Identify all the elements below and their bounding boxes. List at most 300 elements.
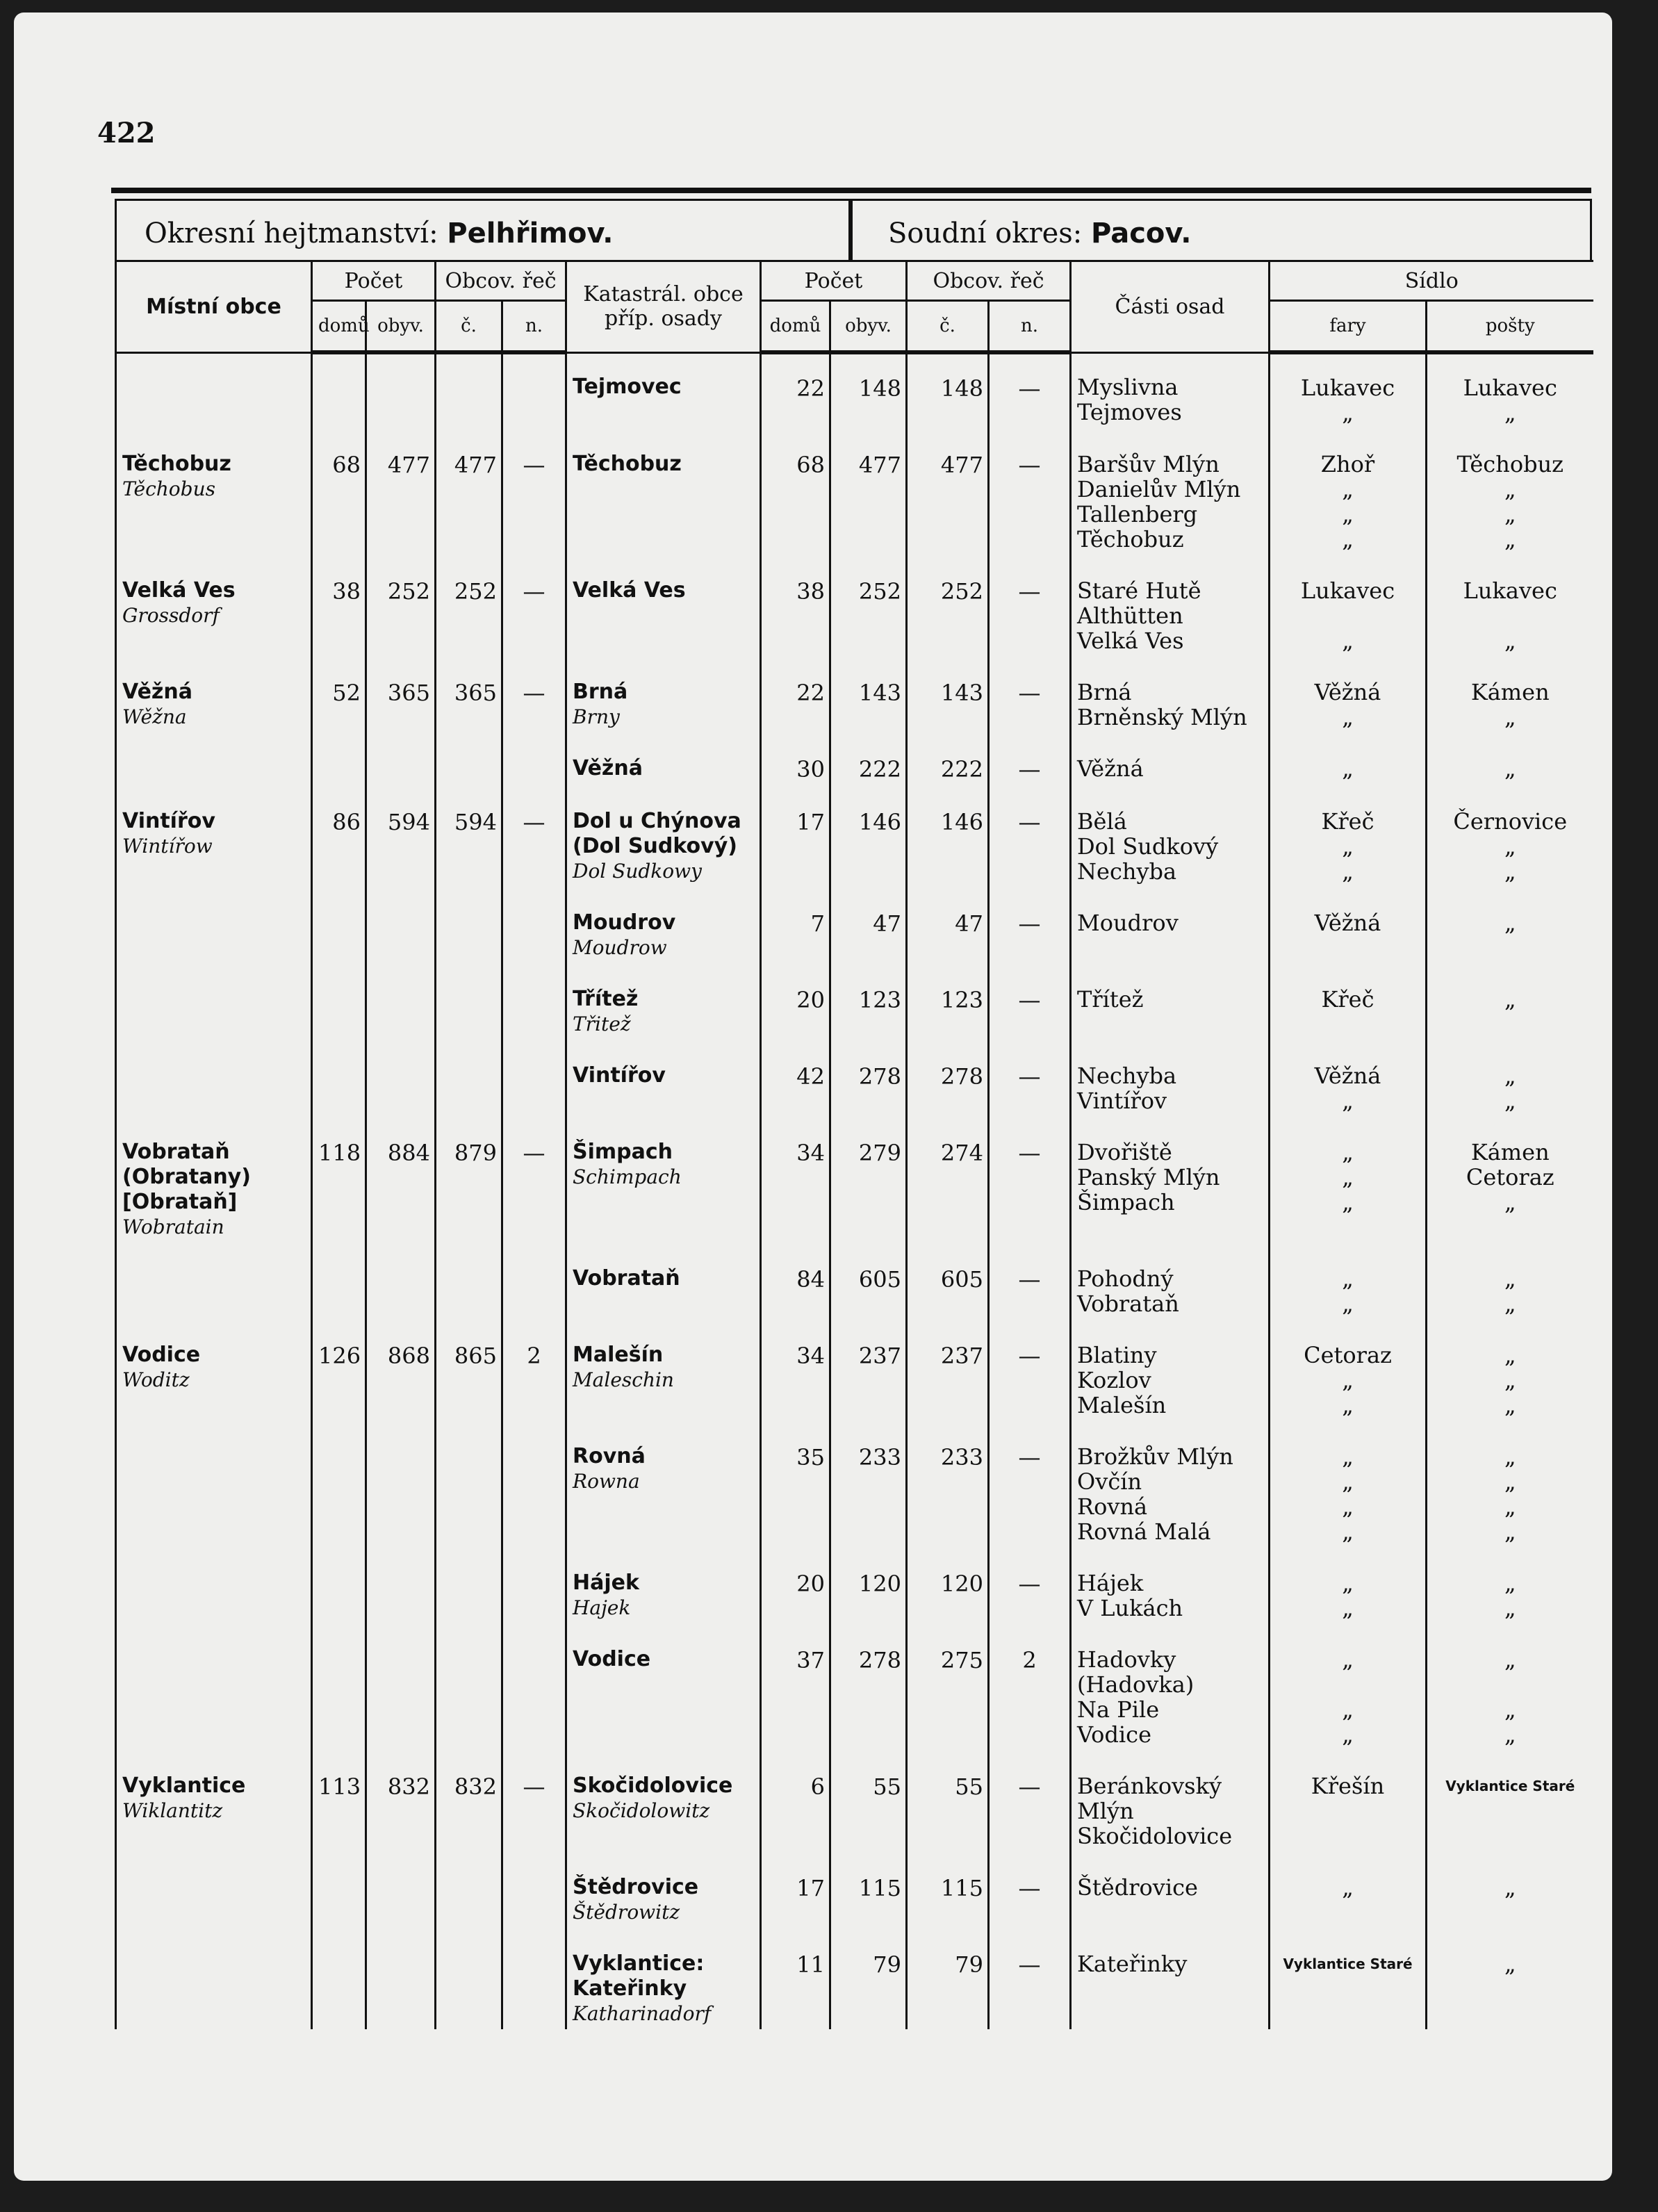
casti-item: Rovná Malá xyxy=(1077,1518,1211,1545)
katastralni-german-name: Katharinadorf xyxy=(573,2002,712,2025)
cell-casti-osad xyxy=(1071,732,1270,785)
table-row xyxy=(116,1040,1593,1116)
cell-o-c xyxy=(436,1851,502,1928)
fary-item: „ xyxy=(1342,1518,1354,1545)
cell-o-c: 365 xyxy=(436,656,502,732)
cell-katastralni xyxy=(566,555,761,656)
posty-item xyxy=(1433,1799,1588,1824)
casti-item: Panský Mlýn xyxy=(1077,1164,1220,1190)
cell-katastralni xyxy=(566,732,761,785)
table-row xyxy=(116,1623,1593,1750)
cell-fary xyxy=(1270,963,1427,1040)
col-n: n. xyxy=(502,301,566,353)
cell-k-c: 120 xyxy=(907,1547,989,1623)
cell-o-n: — xyxy=(502,428,566,555)
cell-k-domu: 6 xyxy=(761,1750,830,1851)
obec-name: Věžná xyxy=(122,680,192,704)
table-row xyxy=(116,1116,1593,1243)
district-header xyxy=(145,218,614,249)
cell-posty xyxy=(1427,1116,1593,1243)
cell-casti-osad xyxy=(1071,887,1270,963)
cell-o-obyv xyxy=(366,732,436,785)
fary-item: „ xyxy=(1342,1088,1354,1114)
table-body xyxy=(116,352,1593,2029)
cell-katastralni xyxy=(566,1040,761,1116)
fary-item: „ xyxy=(1342,501,1354,527)
court-header xyxy=(888,218,1191,249)
cell-o-c xyxy=(436,732,502,785)
cell-fary xyxy=(1270,1116,1427,1243)
casti-item: Baršův Mlýn xyxy=(1077,451,1220,477)
fary-item: „ xyxy=(1342,755,1354,782)
fary-item: „ xyxy=(1342,1595,1354,1621)
cell-katastralni xyxy=(566,1928,761,2029)
cell-o-domu: 68 xyxy=(312,428,366,555)
table-row xyxy=(116,1420,1593,1547)
obec-german-name: Wintířow xyxy=(122,835,213,858)
cell-o-obyv xyxy=(366,1851,436,1928)
casti-item: Dol Sudkový xyxy=(1077,833,1219,860)
fary-item: „ xyxy=(1342,1367,1354,1393)
katastralni-name: Štědrovice xyxy=(573,1875,699,1899)
cell-o-n xyxy=(502,732,566,785)
katastralni-name: Vodice xyxy=(573,1647,651,1671)
cell-o-obyv xyxy=(366,1623,436,1750)
cell-obec xyxy=(116,887,312,963)
cell-k-n: — xyxy=(989,428,1071,555)
cell-o-domu xyxy=(312,1623,366,1750)
cell-k-c: 146 xyxy=(907,785,989,887)
casti-item: Vobrataň xyxy=(1077,1291,1179,1317)
posty-item: Lukavec xyxy=(1463,577,1557,604)
col-posty: pošty xyxy=(1427,301,1593,353)
cell-k-domu: 17 xyxy=(761,785,830,887)
cell-o-c: 832 xyxy=(436,1750,502,1851)
casti-item: Althütten xyxy=(1077,603,1183,629)
cell-fary xyxy=(1270,1243,1427,1319)
posty-item: „ xyxy=(1504,1874,1516,1901)
cell-o-c: 594 xyxy=(436,785,502,887)
col-c: č. xyxy=(907,301,989,353)
cell-posty xyxy=(1427,887,1593,963)
cell-obec xyxy=(116,732,312,785)
fary-item xyxy=(1276,603,1420,628)
obec-german-name: Woditz xyxy=(122,1368,190,1391)
katastralni-name: Moudrov xyxy=(573,910,676,935)
cell-o-n xyxy=(502,963,566,1040)
posty-item: „ xyxy=(1504,1265,1516,1292)
cell-o-domu xyxy=(312,1851,366,1928)
cell-k-domu: 68 xyxy=(761,428,830,555)
casti-item: Tallenberg xyxy=(1077,501,1198,527)
cell-obec xyxy=(116,1623,312,1750)
cell-k-obyv: 55 xyxy=(830,1750,907,1851)
posty-item: „ xyxy=(1504,1443,1516,1470)
cell-obec xyxy=(116,1851,312,1928)
cell-k-n: — xyxy=(989,1420,1071,1547)
fary-item: „ xyxy=(1342,1291,1354,1317)
fary-item: „ xyxy=(1342,704,1354,730)
cell-k-c: 123 xyxy=(907,963,989,1040)
katastralni-name: Věžná xyxy=(573,756,643,780)
document-page xyxy=(14,13,1612,2181)
posty-item: „ xyxy=(1504,476,1516,502)
katastralni-german-name: Štědrowitz xyxy=(573,1901,680,1924)
fary-item: Věžná xyxy=(1314,1063,1381,1089)
katastralni-name: Vintířov xyxy=(573,1063,666,1088)
cell-katastralni xyxy=(566,1750,761,1851)
posty-item: „ xyxy=(1504,910,1516,936)
cell-k-n: — xyxy=(989,963,1071,1040)
obec-german-name: Těchobus xyxy=(122,477,215,500)
cell-o-n: 2 xyxy=(502,1319,566,1420)
cell-o-obyv xyxy=(366,1040,436,1116)
col-pocet-kat: Počet xyxy=(761,261,907,301)
cell-k-c: 274 xyxy=(907,1116,989,1243)
col-casti-osad: Části osad xyxy=(1071,261,1270,353)
cell-casti-osad xyxy=(1071,785,1270,887)
posty-item: „ xyxy=(1504,986,1516,1013)
casti-item: Skočidolovice xyxy=(1077,1823,1233,1849)
cell-o-domu xyxy=(312,1420,366,1547)
cell-fary xyxy=(1270,1851,1427,1928)
cell-k-domu: 34 xyxy=(761,1319,830,1420)
fary-item: „ xyxy=(1342,1646,1354,1673)
posty-item: „ xyxy=(1504,1951,1516,1977)
cell-k-c: 115 xyxy=(907,1851,989,1928)
katastralni-name: Vobrataň xyxy=(573,1266,680,1291)
cell-o-obyv: 832 xyxy=(366,1750,436,1851)
fary-item: Věžná xyxy=(1314,910,1381,936)
cell-k-n: — xyxy=(989,1928,1071,2029)
cell-k-c: 233 xyxy=(907,1420,989,1547)
cell-o-obyv xyxy=(366,1243,436,1319)
fary-item xyxy=(1276,1799,1420,1824)
katastralni-name: Rovná xyxy=(573,1444,646,1468)
cell-casti-osad xyxy=(1071,352,1270,428)
obec-name: Vodice xyxy=(122,1343,201,1367)
cell-casti-osad xyxy=(1071,1623,1270,1750)
casti-item: Vintířov xyxy=(1077,1088,1167,1114)
posty-item: „ xyxy=(1504,755,1516,782)
fary-item: Křeč xyxy=(1321,808,1374,835)
cell-o-obyv xyxy=(366,1928,436,2029)
fary-item xyxy=(1276,1824,1420,1849)
casti-item: Hájek xyxy=(1077,1570,1144,1596)
header-row-1 xyxy=(116,261,1593,301)
katastralni-german-name: Schimpach xyxy=(573,1165,682,1188)
cell-k-domu: 35 xyxy=(761,1420,830,1547)
posty-item: „ xyxy=(1504,526,1516,552)
cell-posty xyxy=(1427,1243,1593,1319)
cell-katastralni xyxy=(566,785,761,887)
posty-item: „ xyxy=(1504,1189,1516,1215)
cell-fary xyxy=(1270,656,1427,732)
cell-o-c xyxy=(436,1928,502,2029)
table-row xyxy=(116,428,1593,555)
casti-item: Těchobuz xyxy=(1077,526,1184,552)
cell-k-domu: 42 xyxy=(761,1040,830,1116)
casti-item: Bělá xyxy=(1077,808,1127,835)
cell-k-c: 148 xyxy=(907,352,989,428)
cell-k-n: — xyxy=(989,1547,1071,1623)
cell-casti-osad xyxy=(1071,1319,1270,1420)
posty-item: Černovice xyxy=(1453,808,1568,835)
casti-item: Blatiny xyxy=(1077,1342,1157,1368)
posty-item xyxy=(1433,603,1588,628)
cell-o-domu xyxy=(312,1243,366,1319)
header-box xyxy=(115,199,1592,262)
fary-item: „ xyxy=(1342,1721,1354,1748)
cell-k-c: 278 xyxy=(907,1040,989,1116)
fary-item: „ xyxy=(1342,1468,1354,1495)
cell-k-obyv: 278 xyxy=(830,1623,907,1750)
cell-o-obyv xyxy=(366,963,436,1040)
cell-obec xyxy=(116,963,312,1040)
table-row xyxy=(116,555,1593,656)
cell-k-domu: 38 xyxy=(761,555,830,656)
posty-item xyxy=(1433,1672,1588,1697)
fary-item: „ xyxy=(1342,526,1354,552)
cell-posty xyxy=(1427,656,1593,732)
fary-item: Zhoř xyxy=(1320,451,1375,477)
cell-posty xyxy=(1427,428,1593,555)
cell-katastralni xyxy=(566,428,761,555)
col-obcov-rec-obce: Obcov. řeč xyxy=(436,261,566,301)
cell-k-obyv: 143 xyxy=(830,656,907,732)
cell-k-obyv: 148 xyxy=(830,352,907,428)
fary-item: Cetoraz xyxy=(1304,1342,1392,1368)
katastralni-name: Třítež xyxy=(573,987,639,1011)
posty-item: „ xyxy=(1504,1721,1516,1748)
posty-item: Vyklantice Staré xyxy=(1445,1778,1575,1794)
obec-name: Velká Ves xyxy=(122,578,236,603)
cell-o-n: — xyxy=(502,555,566,656)
katastralni-german-name: Dol Sudkowy xyxy=(573,860,702,883)
cell-posty xyxy=(1427,555,1593,656)
posty-item: Těchobuz xyxy=(1456,451,1564,477)
cell-k-obyv: 120 xyxy=(830,1547,907,1623)
fary-item: „ xyxy=(1342,833,1354,860)
casti-item: Myslivna xyxy=(1077,373,1179,400)
casti-item: Hadovky xyxy=(1077,1646,1176,1673)
cell-o-obyv: 868 xyxy=(366,1319,436,1420)
cell-o-c xyxy=(436,1040,502,1116)
cell-k-n: — xyxy=(989,1116,1071,1243)
cell-k-domu: 30 xyxy=(761,732,830,785)
table-row xyxy=(116,1243,1593,1319)
cell-k-obyv: 252 xyxy=(830,555,907,656)
fary-item: „ xyxy=(1342,1164,1354,1190)
cell-k-obyv: 237 xyxy=(830,1319,907,1420)
casti-item: Ovčín xyxy=(1077,1468,1142,1495)
casti-item: Mlýn xyxy=(1077,1798,1134,1824)
fary-item: „ xyxy=(1342,858,1354,885)
casti-item: Pohodný xyxy=(1077,1265,1174,1292)
cell-o-c xyxy=(436,963,502,1040)
cell-o-n xyxy=(502,1420,566,1547)
cell-obec xyxy=(116,1040,312,1116)
posty-item: „ xyxy=(1504,1493,1516,1520)
obec-german-name: Wěžna xyxy=(122,705,187,728)
katastralni-name: Skočidolovice xyxy=(573,1773,733,1798)
header-divider xyxy=(848,201,853,262)
cell-o-n xyxy=(502,1547,566,1623)
col-fary: fary xyxy=(1270,301,1427,353)
cell-obec xyxy=(116,785,312,887)
posty-item: „ xyxy=(1504,1088,1516,1114)
cell-k-obyv: 47 xyxy=(830,887,907,963)
cell-k-c: 79 xyxy=(907,1928,989,2029)
table-row xyxy=(116,1319,1593,1420)
cell-katastralni xyxy=(566,1851,761,1928)
cell-fary xyxy=(1270,1319,1427,1420)
obec-name: Vyklantice xyxy=(122,1773,246,1798)
posty-item: „ xyxy=(1504,1595,1516,1621)
cell-o-domu xyxy=(312,732,366,785)
cell-obec xyxy=(116,1116,312,1243)
cell-k-domu: 22 xyxy=(761,656,830,732)
casti-item: Malešín xyxy=(1077,1392,1167,1418)
cell-k-n: — xyxy=(989,785,1071,887)
cell-o-domu: 113 xyxy=(312,1750,366,1851)
fary-item: Věžná xyxy=(1314,679,1381,705)
table-row xyxy=(116,1851,1593,1928)
cell-k-c: 222 xyxy=(907,732,989,785)
posty-item: „ xyxy=(1504,1392,1516,1418)
posty-item: „ xyxy=(1504,1342,1516,1368)
cell-obec xyxy=(116,1547,312,1623)
header-row-2 xyxy=(116,301,1593,353)
cell-o-n: — xyxy=(502,1750,566,1851)
cell-o-domu: 38 xyxy=(312,555,366,656)
cell-casti-osad xyxy=(1071,1851,1270,1928)
cell-k-c: 47 xyxy=(907,887,989,963)
cell-fary xyxy=(1270,352,1427,428)
fary-item: Lukavec xyxy=(1300,577,1395,604)
fary-item: Vyklantice Staré xyxy=(1283,1956,1413,1972)
cell-posty xyxy=(1427,1547,1593,1623)
posty-item: Kámen xyxy=(1470,679,1550,705)
cell-o-c: 477 xyxy=(436,428,502,555)
fary-item: Křešín xyxy=(1311,1773,1385,1799)
casti-item: Brožkův Mlýn xyxy=(1077,1443,1233,1470)
table-row xyxy=(116,656,1593,732)
posty-item: „ xyxy=(1504,1063,1516,1089)
cell-o-n: — xyxy=(502,656,566,732)
posty-item: Cetoraz xyxy=(1466,1164,1554,1190)
cell-k-obyv: 233 xyxy=(830,1420,907,1547)
cell-obec xyxy=(116,1243,312,1319)
posty-item: „ xyxy=(1504,1570,1516,1596)
katastralni-name: Těchobuz xyxy=(573,452,682,476)
casti-item: Velká Ves xyxy=(1077,628,1184,654)
page-number: 422 xyxy=(97,117,156,149)
katastralni-german-name: Brny xyxy=(573,705,620,728)
cell-k-obyv: 605 xyxy=(830,1243,907,1319)
cell-o-obyv: 252 xyxy=(366,555,436,656)
cell-o-c xyxy=(436,1623,502,1750)
cell-fary xyxy=(1270,1040,1427,1116)
katastralni-name: Vyklantice: Kateřinky xyxy=(573,1951,705,2001)
katastralni-german-name: Skočidolowitz xyxy=(573,1799,710,1822)
cell-casti-osad xyxy=(1071,656,1270,732)
table-row xyxy=(116,1547,1593,1623)
col-n: n. xyxy=(989,301,1071,353)
cell-posty xyxy=(1427,1420,1593,1547)
cell-casti-osad xyxy=(1071,428,1270,555)
district-label: Okresní hejtmanství: xyxy=(145,218,438,249)
col-obyv: obyv. xyxy=(366,301,436,353)
cell-o-c: 252 xyxy=(436,555,502,656)
katastralni-german-name: Maleschin xyxy=(573,1368,674,1391)
fary-item: „ xyxy=(1342,1696,1354,1723)
cell-k-n: — xyxy=(989,555,1071,656)
posty-item: „ xyxy=(1504,858,1516,885)
cell-k-n: — xyxy=(989,1319,1071,1420)
cell-k-c: 605 xyxy=(907,1243,989,1319)
cell-posty xyxy=(1427,785,1593,887)
fary-item: „ xyxy=(1342,1139,1354,1165)
cell-k-obyv: 123 xyxy=(830,963,907,1040)
cell-katastralni xyxy=(566,1116,761,1243)
cell-posty xyxy=(1427,732,1593,785)
cell-o-domu xyxy=(312,352,366,428)
posty-item: Lukavec xyxy=(1463,375,1557,401)
cell-o-c xyxy=(436,887,502,963)
cell-obec xyxy=(116,428,312,555)
fary-item: „ xyxy=(1342,1265,1354,1292)
katastralni-german-name: Hajek xyxy=(573,1596,631,1619)
fary-item: „ xyxy=(1342,628,1354,654)
casti-item: Nechyba xyxy=(1077,858,1177,885)
cell-obec xyxy=(116,352,312,428)
cell-o-n xyxy=(502,1040,566,1116)
cell-k-c: 477 xyxy=(907,428,989,555)
fary-item: „ xyxy=(1342,1493,1354,1520)
cell-casti-osad xyxy=(1071,1040,1270,1116)
cell-posty xyxy=(1427,1750,1593,1851)
col-domu: domů xyxy=(312,301,366,353)
table-row xyxy=(116,1750,1593,1851)
cell-o-n xyxy=(502,352,566,428)
katastralni-name: Hájek xyxy=(573,1571,639,1595)
cell-o-c xyxy=(436,352,502,428)
cell-o-n: — xyxy=(502,1116,566,1243)
cell-fary xyxy=(1270,1420,1427,1547)
cell-k-c: 237 xyxy=(907,1319,989,1420)
cell-o-domu xyxy=(312,963,366,1040)
casti-item: V Lukách xyxy=(1077,1595,1183,1621)
cell-o-c xyxy=(436,1420,502,1547)
casti-item: Nechyba xyxy=(1077,1063,1177,1089)
cell-fary xyxy=(1270,732,1427,785)
cell-o-c xyxy=(436,1547,502,1623)
table-row xyxy=(116,887,1593,963)
posty-item: „ xyxy=(1504,400,1516,426)
cell-k-domu: 20 xyxy=(761,1547,830,1623)
cell-obec xyxy=(116,1319,312,1420)
cell-obec xyxy=(116,555,312,656)
cell-o-obyv xyxy=(366,887,436,963)
cell-fary xyxy=(1270,1623,1427,1750)
cell-k-obyv: 79 xyxy=(830,1928,907,2029)
cell-o-n: — xyxy=(502,785,566,887)
cell-o-domu: 52 xyxy=(312,656,366,732)
cell-k-c: 143 xyxy=(907,656,989,732)
cell-o-n xyxy=(502,1623,566,1750)
court-name: Pacov. xyxy=(1090,218,1192,249)
